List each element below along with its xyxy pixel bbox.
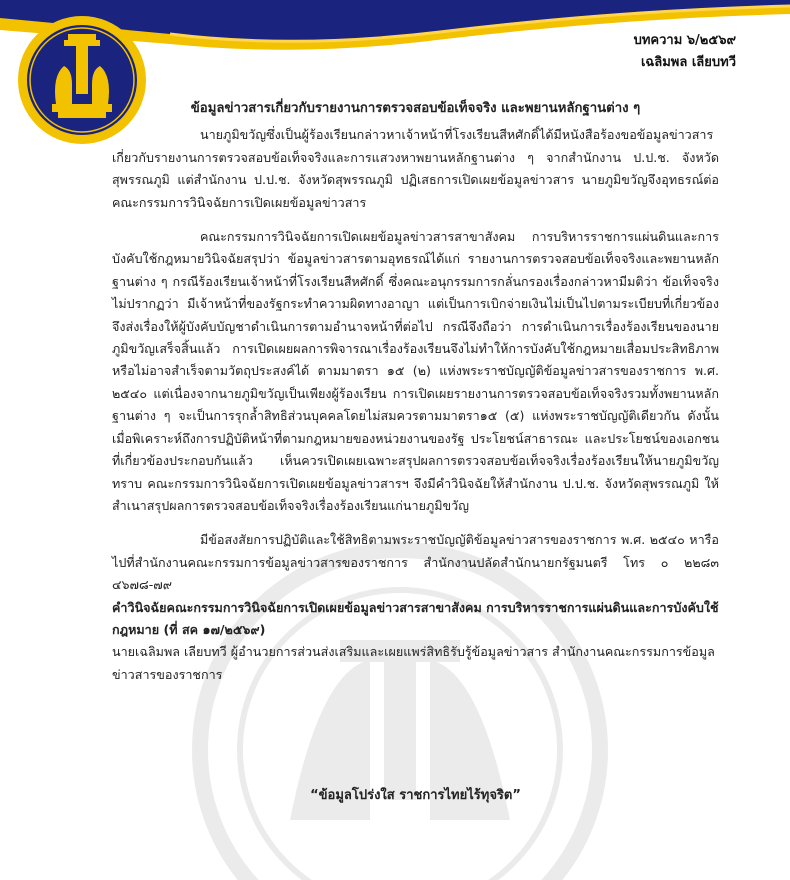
paragraph-intro: นายภูมิขวัญซึ่งเป็นผู้ร้องเรียนกล่าวหาเจ้าหน้าที่โรงเรียนสีหศักดิ์ได้มีหนังสือร้องขอข้อมูลข่าวสารเกี่ยวกับรายงานการตรวจสอบข้อเท็จจริงและการแสวงหาพยานหลักฐานต่าง ๆ จากสำนักงาน ป.ป.ช. จังหวัดสุพรรณภูมิ แต่สำนักงาน ป.ป.ช. จังหวัดสุพรรณภูมิ ปฏิเสธการเปิดเผยข้อมูลข่าวสาร นายภูมิขวัญจึงอุทธรณ์ต่อคณะกรรมการวินิจฉัยการเปิดเผยข้อมูลข่าวสาร [112, 127, 719, 210]
paragraph-contact: มีข้อสงสัยการปฏิบัติและใช้สิทธิตามพระราชบัญญัติข้อมูลข่าวสารของราชการ พ.ศ. ๒๕๔๐ หารือไปที่สำนักงานคณะกรรมการข้อมูลข่าวสารของราชการ สำนักงานปลัดสำนักนายกรัฐมนตรี โทร ๐ ๒๒๘๓ ๔๖๗๘-๗๙ [112, 532, 719, 593]
paragraph-decision-summary: คณะกรรมการวินิจฉัยการเปิดเผยข้อมูลข่าวสารสาขาสังคม การบริหารราชการแผ่นดินและการบังคับใช้กฎหมายวินิจฉัยสรุปว่า ข้อมูลข่าวสารตามอุทธรณ์ได้แก่ รายงานการตรวจสอบข้อเท็จจริงและพยานหลักฐานต่าง ๆ กรณีร้องเรียนเจ้าหน้าที่โรงเรียนสีหศักดิ์ ซึ่งคณะอนุกรรมการกลั่นกรองเรื่องกล่าวหามีมติว่า ข้อเท็จจริงไม่ปรากฏว่า มีเจ้าหน้าที่ของรัฐกระทำความผิดทางอาญา แต่เป็นการเบิกจ่ายเงินไม่เป็นไปตามระเบียบที่เกี่ยวข้อง จึงส่งเรื่องให้ผู้บังคับบัญชาดำเนินการตามอำนาจหน้าที่ต่อไป กรณีจึงถือว่า การดำเนินการเรื่องร้องเรียนของนายภูมิขวัญเสร็จสิ้นแล้ว การเปิดเผยผลการพิจารณาเรื่องร้องเรียนจึงไม่ทำให้การบังคับใช้กฎหมายเสื่อมประสิทธิภาพหรือไม่อาจสำเร็จตามวัตถุประสงค์ได้ ตามมาตรา ๑๕ (๒) แห่งพระราชบัญญัติข้อมูลข่าวสารของราชการ พ.ศ. ๒๕๔๐ แต่เนื่องจากนายภูมิขวัญเป็นเพียงผู้ร้องเรียน การเปิดเผยรายงานการตรวจสอบข้อเท็จจริงรวมทั้งพยานหลักฐานต่าง ๆ จะเป็นการรุกล้ำสิทธิส่วนบุคคลโดยไม่สมควรตามมาตรา๑๕ (๕) แห่งพระราชบัญญัติเดียวกัน ดังนั้น เมื่อพิเคราะห์ถึงการปฏิบัติหน้าที่ตามกฎหมายของหน่วยงานของรัฐ ประโยชน์สาธารณะ และประโยชน์ของเอกชนที่เกี่ยวข้องประกอบกันแล้ว เห็นควรเปิดเผยเฉพาะสรุปผลการตรวจสอบข้อเท็จจริงเรื่องร้องเรียนให้นายภูมิขวัญทราบ คณะกรรมการวินิจฉัยการเปิดเผยข้อมูลข่าวสารฯ จึงมีคำวินิจฉัยให้สำนักงาน ป.ป.ช. จังหวัดสุพรรณภูมิ ให้สำเนาสรุปผลการตรวจสอบข้อเท็จจริงเรื่องร้องเรียนแก่นายภูมิขวัญ [112, 229, 719, 513]
article-title: ข้อมูลข่าวสารเกี่ยวกับรายงานการตรวจสอบข้อเท็จจริง และพยานหลักฐานต่าง ๆ [190, 101, 641, 116]
decision-reference: คำวินิจฉัยคณะกรรมการวินิจฉัยการเปิดเผยข้อมูลข่าวสารสาขาสังคม การบริหารราชการแผ่นดินและการบังคับใช้กฎหมาย (ที่ สค ๑๗/๒๕๖๙) [112, 599, 719, 637]
header-meta [634, 30, 736, 74]
header-author: เฉลิมพล เลียบทวี [640, 55, 736, 70]
article-body [112, 98, 719, 686]
slogan: “ข้อมูลโปร่งใส ราชการไทยไร้ทุจริต” [310, 788, 521, 803]
article-number: บทความ ๖/๒๕๖๙ [633, 33, 736, 48]
author-line: นายเฉลิมพล เลียบทวี ผู้อำนวยการส่วนส่งเสริมและเผยแพร่สิทธิรับรู้ข้อมูลข่าวสาร สำนักงานคณะกรรมการข้อมูลข่าวสารของราชการ [112, 644, 715, 682]
